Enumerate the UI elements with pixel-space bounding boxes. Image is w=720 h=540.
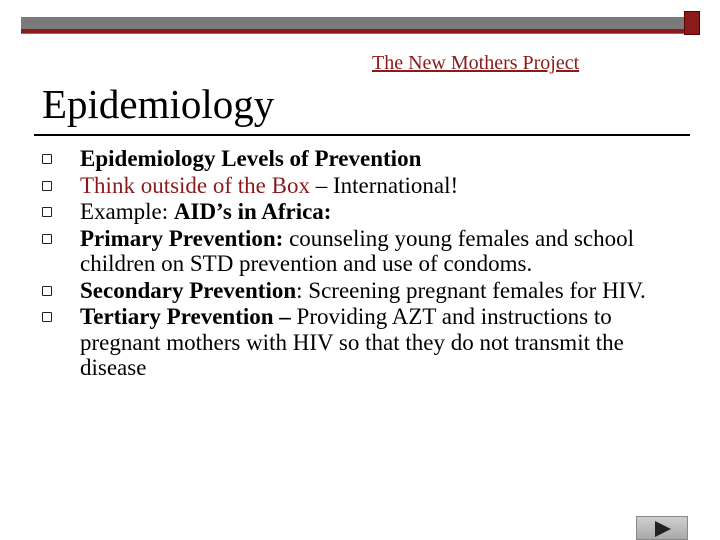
bullet-text-segment: Tertiary Prevention – <box>80 304 291 329</box>
bullet-text-segment: : Screening pregnant females for HIV. <box>296 277 646 303</box>
hollow-square-bullet-icon <box>42 286 52 296</box>
bullet-text-segment: – International! <box>309 172 459 198</box>
play-next-icon <box>655 521 671 537</box>
hollow-square-bullet-icon <box>42 181 52 191</box>
hollow-square-bullet-icon <box>42 234 52 244</box>
bullet-text <box>80 199 331 224</box>
bullet-text-segment: Secondary Prevention <box>80 277 297 303</box>
hollow-square-bullet-icon <box>42 312 52 322</box>
bullet-list <box>0 146 720 382</box>
next-slide-button[interactable] <box>636 516 688 540</box>
bullet-text <box>80 278 646 303</box>
hollow-square-bullet-icon <box>42 207 52 217</box>
bullet-item <box>0 146 720 172</box>
top-decorative-bar <box>21 17 700 34</box>
bullet-item <box>0 173 720 199</box>
bullet-text-segment: Example: <box>80 199 174 224</box>
bullet-text <box>80 304 624 380</box>
bullet-text-segment: counseling young females and school children on STD prevention and use of condoms. <box>80 225 634 276</box>
bullet-item <box>0 199 720 225</box>
bullet-item <box>0 226 720 277</box>
top-accent-line <box>21 29 700 33</box>
bullet-text-segment: Providing AZT and instructions to pregnant mothers with HIV so that they do not transmit the disease <box>80 304 624 380</box>
bullet-text-segment: Epidemiology Levels of Prevention <box>80 146 422 171</box>
title-divider <box>34 134 690 136</box>
bullet-text-segment: Think outside of the Box <box>80 172 310 198</box>
bullet-text <box>80 226 634 277</box>
hollow-square-bullet-icon <box>42 154 52 164</box>
bullet-text <box>80 146 421 171</box>
slide-title: Epidemiology <box>42 81 275 127</box>
bullet-text-segment: AID’s in Africa: <box>173 199 332 224</box>
project-title: The New Mothers Project <box>372 52 580 74</box>
bullet-item <box>0 278 720 304</box>
bullet-text-segment: Primary Prevention: <box>80 225 284 251</box>
corner-accent-box <box>684 11 700 35</box>
bullet-text <box>80 173 458 198</box>
bullet-item <box>0 304 720 381</box>
